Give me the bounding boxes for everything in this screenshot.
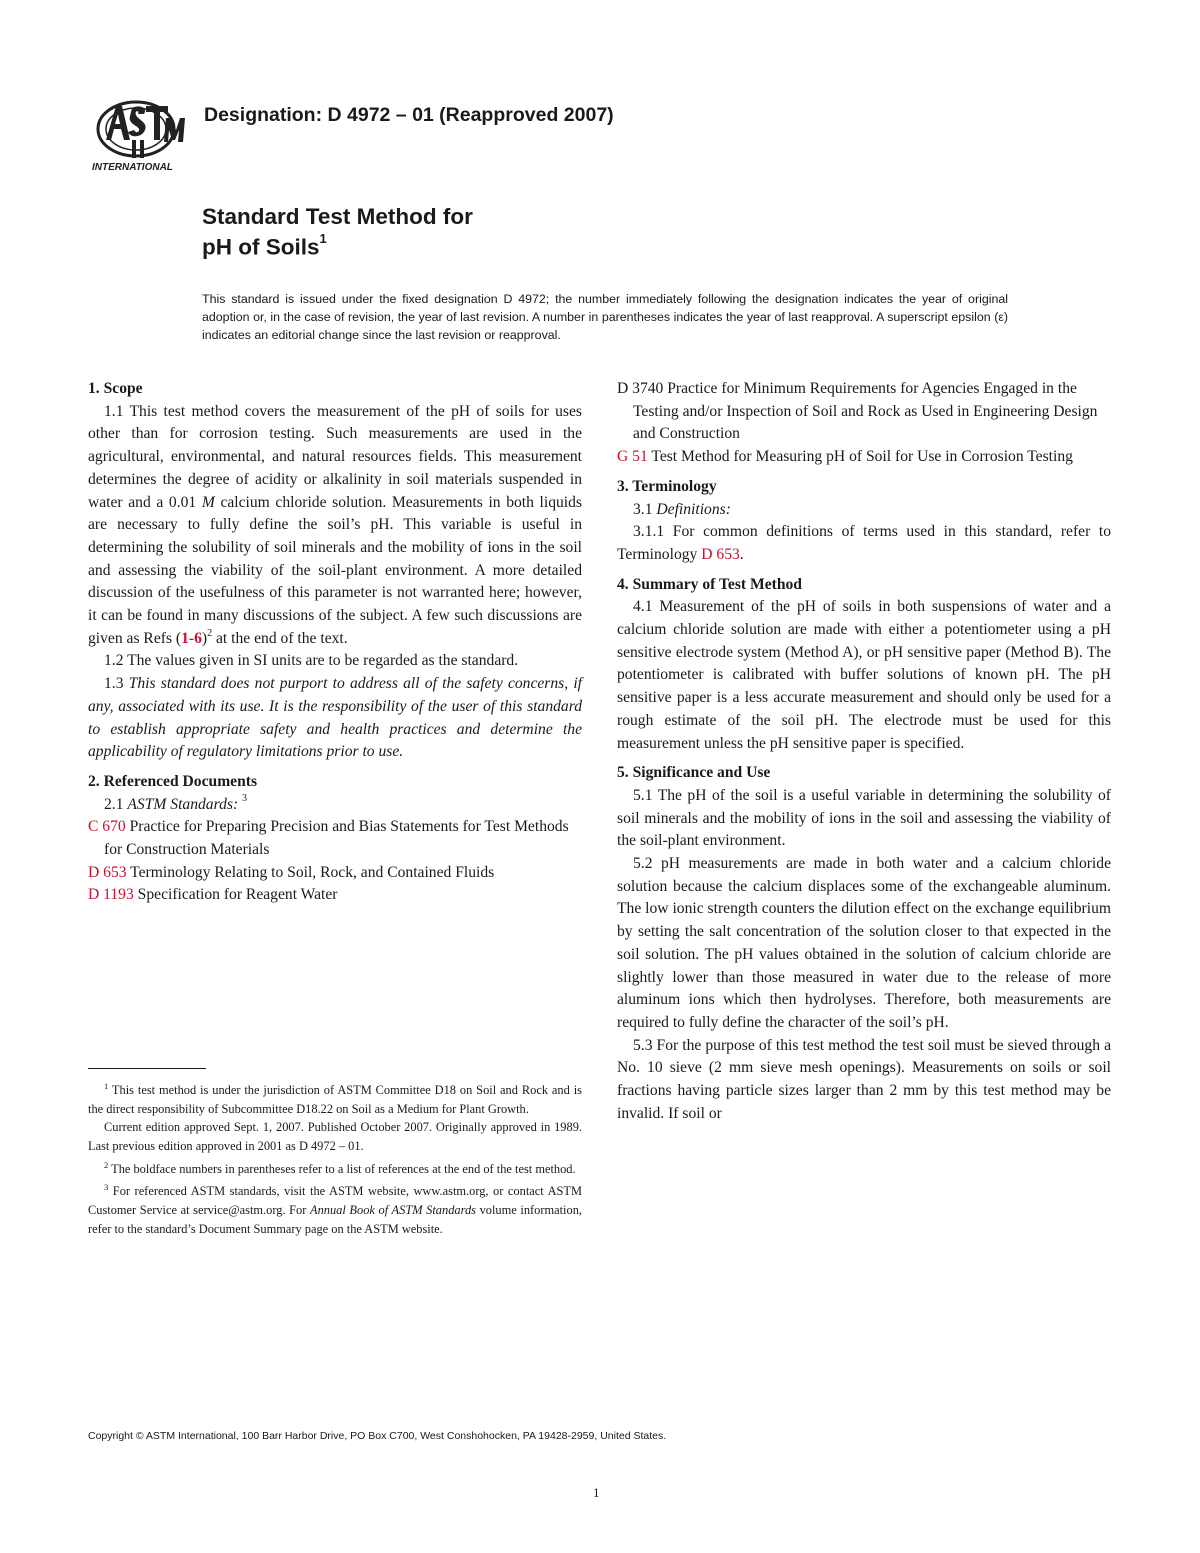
document-designation: Designation: D 4972 – 01 (Reapproved 2007): [204, 104, 614, 126]
footnote-book-title: Annual Book of ASTM Standards: [310, 1202, 476, 1217]
paragraph-number: 3.1: [633, 500, 657, 518]
reference-item: [88, 884, 582, 907]
reference-item: [88, 862, 582, 885]
section-heading-significance: 5. Significance and Use: [617, 764, 771, 782]
paragraph-3-1-1: [617, 521, 1111, 566]
paragraph-number: 1.3: [104, 675, 129, 693]
reference-item: [617, 378, 1111, 446]
footnote-text: For referenced ASTM standards, visit the ASTM website, www.astm.org, or contact ASTM Customer Service at service@astm.org. For: [88, 1184, 582, 1217]
reference-item: [88, 816, 582, 861]
paragraph-5-3: 5.3 For the purpose of this test method the test soil must be sieved through a No. 10 sieve (2 mm sieve mesh openings). Measurements on soils or soil fractions having particle sizes larger than 2 mm by this test method may be invalid. If soil or: [617, 1036, 1111, 1122]
footnote-marker: 1: [104, 1081, 109, 1091]
paragraph-4-1: 4.1 Measurement of the pH of soils in both suspensions of water and a calcium chloride solution are made with either a potentiometer using a pH sensitive electrode system (Method A), or pH sensitive paper (Method B). The potentiometer is calibrated with buffer solutions of known pH. The pH sensitive paper is a less accurate measurement and should only be used for a rough estimate of the soil pH. The electrode must be used for this measurement unless the pH sensitive paper is specified.: [617, 598, 1111, 752]
reference-link[interactable]: D 653: [88, 863, 127, 881]
reference-code: D 3740: [617, 380, 664, 397]
paragraph-1-3: [88, 673, 582, 764]
footnote-3: [88, 1178, 582, 1238]
reference-title: Practice for Preparing Precision and Bias Statements for Test Methods for Construction Materials: [104, 818, 569, 859]
footnotes: [88, 1077, 582, 1238]
paragraph-5-1: 5.1 The pH of the soil is a useful variable in determining the solubility of soil minerals and the mobility of ions in the soil and assessing the viability of the soil-plant environment.: [617, 786, 1111, 850]
subsection-title: ASTM Standards:: [127, 795, 239, 813]
title-text: pH of Soils: [202, 234, 320, 260]
reference-link[interactable]: D 1193: [88, 886, 134, 904]
footnote-divider: [88, 1068, 206, 1069]
section-heading-summary: 4. Summary of Test Method: [617, 575, 802, 593]
refs-link[interactable]: 1-6: [181, 629, 202, 647]
paragraph-number: 2.1: [104, 795, 128, 813]
footnote-1-edition: Current edition approved Sept. 1, 2007. Published October 2007. Originally approved in 1989. Last previous edition approved in 2001 as D 4972 – 01.: [88, 1120, 582, 1153]
page-number: 1: [593, 1485, 600, 1500]
footnote-2: [88, 1156, 582, 1179]
paragraph-2-1: [88, 794, 582, 817]
paragraph-1-1: [88, 401, 582, 651]
paragraph-1-2: 1.2 The values given in SI units are to be regarded as the standard.: [104, 652, 519, 670]
paragraph-text: 1.1 This test method covers the measurement of the pH of soils for uses other than for corrosion testing. Such measurements are used in the agricultural, environmental, and natural resources fields. This measurement determines the degree of acidity or alkalinity in soil materials suspended in water and a 0.01: [88, 402, 582, 511]
footnote-text: volume information, refer to the standard’s Document Summary page on the ASTM website.: [88, 1202, 582, 1236]
reference-title: Terminology Relating to Soil, Rock, and Contained Fluids: [126, 863, 495, 881]
footnote-marker: 3: [242, 793, 248, 805]
right-column: [617, 378, 1111, 1126]
paragraph-text: ): [201, 629, 208, 647]
paragraph-3-1: [617, 499, 1111, 522]
footnote-marker: 2: [104, 1159, 109, 1170]
reference-link[interactable]: G 51: [617, 448, 648, 466]
reference-title: Practice for Minimum Requirements for Agencies Engaged in the Testing and/or Inspection of Soil and Rock as Used in Engineering Design and Construction: [633, 380, 1098, 443]
paragraph-text: 3.1.1 For common definitions of terms used in this standard, refer to Terminology: [617, 523, 1111, 563]
footnote-marker: 3: [104, 1182, 109, 1193]
astm-international-logo-icon: [88, 96, 190, 174]
standard-notice: This standard is issued under the fixed designation D 4972; the number immediately following the designation indicates the year of original adoption or, in the case of revision, the year of last revision. A number in parentheses indicates the year of last reapproval. A superscript epsilon (ε) indicates an editorial change since the last revision or reapproval.: [202, 292, 1008, 342]
reference-link[interactable]: D 653: [701, 545, 740, 563]
left-column: [88, 378, 582, 907]
subsection-title: Definitions:: [656, 500, 731, 518]
safety-caveat: This standard does not purport to address all of the safety concerns, if any, associated with its use. It is the responsibility of the user of this standard to establish appropriate safety and health practices and determine the applicability of regulatory limitations prior to use.: [88, 675, 582, 761]
paragraph-text: .: [739, 545, 744, 563]
molarity-symbol: M: [201, 493, 215, 511]
reference-item: [617, 446, 1111, 469]
reference-title: Test Method for Measuring pH of Soil for Use in Corrosion Testing: [647, 448, 1073, 466]
copyright-footer: Copyright © ASTM International, 100 Barr Harbor Drive, PO Box C700, West Conshohocken, PA 19428-2959, United States.: [88, 1430, 667, 1442]
section-heading-scope: 1. Scope: [88, 380, 143, 397]
footnote-1: [88, 1077, 582, 1118]
reference-title: Specification for Reagent Water: [133, 886, 338, 904]
reference-link[interactable]: C 670: [88, 818, 126, 836]
section-heading-terminology: 3. Terminology: [617, 477, 717, 495]
title-line-2: [202, 231, 327, 261]
title-footnote-marker: 1: [319, 231, 327, 246]
logo-wordmark: INTERNATIONAL: [92, 162, 173, 173]
footnote-text: This test method is under the jurisdiction of ASTM Committee D18 on Soil and Rock and is the direct responsibility of Subcommittee D18.22 on Soil as a Medium for Plant Growth.: [88, 1083, 582, 1116]
title-line-1: Standard Test Method for: [202, 204, 473, 229]
paragraph-text: calcium chloride solution. Measurements in both liquids are necessary to fully define the soil’s pH. This variable is useful in determining the solubility of soil minerals and the mobility of ions in the soil and assessing the viability of the soil-plant environment. A more detailed discussion of the usefulness of this parameter is not warranted here; however, it can be found in many discussions of the subject. A few such discussions are given as Refs (: [88, 493, 582, 647]
footnote-text: The boldface numbers in parentheses refer to a list of references at the end of the test method.: [108, 1161, 576, 1176]
footnote-marker: 2: [207, 627, 213, 639]
section-heading-referenced-documents: 2. Referenced Documents: [88, 772, 258, 790]
paragraph-text: at the end of the text.: [212, 629, 348, 647]
paragraph-5-2: 5.2 pH measurements are made in both water and a calcium chloride solution because the calcium displaces some of the exchangeable aluminum. The low ionic strength counters the dilution effect on the exchange equilibrium by setting the salt concentration of the solution closer to that expected in the soil solution. The pH values obtained in the solution of calcium chloride are slightly lower than those measured in water due to the release of more aluminum ions which then hydrolyses. Therefore, both measurements are required to fully define the character of the soil’s pH.: [617, 855, 1111, 1031]
